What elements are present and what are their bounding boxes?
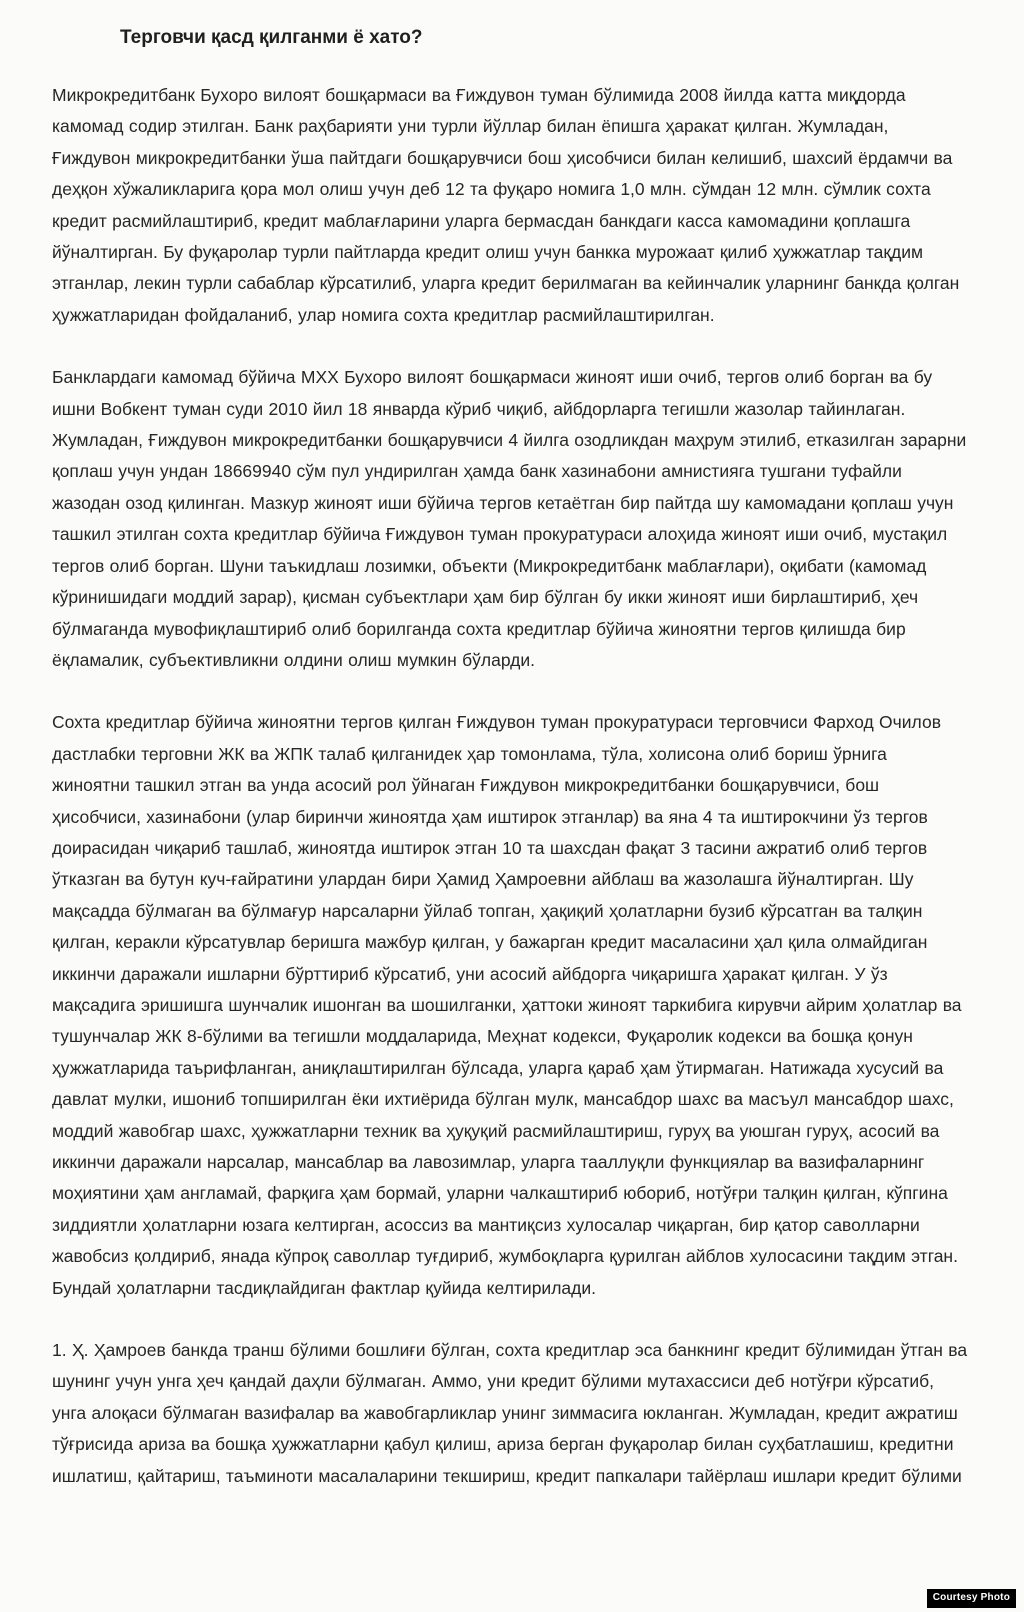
paragraph-4: 1. Ҳ. Ҳамроев банкда транш бўлими бошлиғи бўлган, сохта кредитлар эса банкнинг кредит бўлимидан ўтган ва шунинг учун унга ҳеч қандай даҳли бўлмаган. Аммо, уни кредит бўлими мутахассиси деб нотўғри кўрсатиб, унга алоқаси бўлмаган вазифалар ва жавобгарликлар унинг зиммасига юкланган. Жумладан, кредит ажратиш тўғрисида ариза ва бошқа ҳужжатларни қабул қилиш, ариза берган фуқаролар билан суҳбатлашиш, кредитни ишлатиш, қайтариш, таъминоти масалаларини текшириш, кредит папкалари тайёрлаш ишлари кредит бўлими xyxy=(52,1340,968,1486)
paragraph-2: Банклардаги камомад бўйича МХХ Бухоро вилоят бошқармаси жиноят иши очиб, тергов олиб борган ва бу ишни Вобкент туман суди 2010 йил 18 январда кўриб чиқиб, айбдорларга тегишли жазолар тайинлаган. Жумладан, Ғиждувон микрокредитбанки бошқарувчиси 4 йилга озодликдан маҳрум этилиб, етказилган зарарни қоплаш учун ундан 18669940 сўм пул ундирилган ҳамда банк хазинабони амнистияга тушгани туфайли жазодан озод қилинган. Мазкур жиноят иши бўйича тергов кетаётган бир пайтда шу камомадани қоплаш учун ташкил этилган сохта кредитлар бўйича Ғиждувон туман прокуратураси алоҳида жиноят иши очиб, мустақил тергов олиб борган. Шуни таъкидлаш лозимки, объекти (Микрокредитбанк маблағлари), оқибати (камомад кўринишидаги моддий зарар), қисман субъектлари ҳам бир бўлган бу икки жиноят иши бирлаштириб, ҳеч бўлмаганда мувофиқлаштириб олиб борилганда сохта кредитлар бўйича жиноятни тергов қилишда бир ёқламалик, субъективликни олдини олиш мумкин бўларди. xyxy=(52,367,967,670)
article-title: Терговчи қасд қилганми ё хато? xyxy=(120,27,423,48)
courtesy-photo-badge: Courtesy Photo xyxy=(927,1589,1016,1608)
article-body xyxy=(52,22,968,1523)
paragraph-1: Микрокредитбанк Бухоро вилоят бошқармаси ва Ғиждувон туман бўлимида 2008 йилда катта миқдорда камомад содир этилган. Банк раҳбарияти уни турли йўллар билан ёпишга ҳаракат қилган. Жумладан, Ғиждувон микрокредитбанки ўша пайтдаги бошқарувчиси бош ҳисобчиси билан келишиб, шахсий ёрдамчи ва деҳқон хўжаликларига қора мол олиш учун деб 12 та фуқаро номига 1,0 млн. сўмдан 12 млн. сўмлик сохта кредит расмийлаштириб, кредит маблағларини уларга бермасдан банкдаги касса камомадини қоплашга йўналтирган. Бу фуқаролар турли пайтларда кредит олиш учун банкка мурожаат қилиб ҳужжатлар тақдим этганлар, лекин турли сабаблар кўрсатилиб, уларга кредит берилмаган ва кейинчалик уларнинг банкда қолган ҳужжатларидан фойдаланиб, улар номига сохта кредитлар расмийлаштирилган. xyxy=(52,85,960,325)
paragraph-3: Сохта кредитлар бўйича жиноятни тергов қилган Ғиждувон туман прокуратураси терговчиси Фарход Очилов дастлабки терговни ЖК ва ЖПК талаб қилганидек ҳар томонлама, тўла, холисона олиб бориш ўрнига жиноятни ташкил этган ва унда асосий рол ўйнаган Ғиждувон микрокредитбанки бошқарувчиси, бош ҳисобчиси, хазинабони (улар биринчи жиноятда ҳам иштирок этганлар) ва яна 4 та иштирокчини ўз тергов доирасидан чиқариб ташлаб, жиноятда иштирок этган 10 та шахсдан фақат 3 тасини ажратиб олиб тергов ўтказган ва бутун куч-ғайратини улардан бири Ҳамид Ҳамроевни айблаш ва жазолашга йўналтирган. Шу мақсадда бўлмаган ва бўлмағур нарсаларни ўйлаб топган, ҳақиқий ҳолатларни бузиб кўрсатган ва талқин қилган, керакли кўрсатувлар беришга мажбур қилган, у бажарган кредит масаласини ҳал қила олмайдиган иккинчи даражали ишларни бўрттириб кўрсатиб, уни асосий айбдорга чиқаришга ҳаракат қилган. У ўз мақсадига эришишга шунчалик ишонган ва шошилганки, ҳаттоки жиноят таркибига кирувчи айрим ҳолатлар ва тушунчалар ЖК 8-бўлими ва тегишли моддаларида, Меҳнат кодекси, Фуқаролик кодекси ва бошқа қонун ҳужжатларида таърифланган, аниқлаштирилган бўлсада, уларга қараб ҳам ўтирмаган. Натижада хусусий ва давлат мулки, ишониб топширилган ёки ихтиёрида бўлган мулк, мансабдор шахс ва масъул мансабдор шахс, моддий жавобгар шахс, ҳужжатларни техник ва ҳуқуқий расмийлаштириш, гуруҳ ва уюшган гуруҳ, асосий ва иккинчи даражали нарсалар, мансаблар ва лавозимлар, уларга тааллуқли функциялар ва вазифаларнинг моҳиятини ҳам англамай, фарқига ҳам бормай, уларни чалкаштириб юбориб, нотўғри талқин қилган, кўпгина зиддиятли ҳолатларни юзага келтирган, асоссиз ва мантиқсиз хулосалар чиқарган, бир қатор саволларни жавобсиз қолдириб, янада кўпроқ саволлар туғдириб, жумбоқларга қурилган айблов хулосасини тақдим этган. Бундай ҳолатларни тасдиқлайдиган фактлар қуйида келтирилади. xyxy=(52,712,962,1298)
